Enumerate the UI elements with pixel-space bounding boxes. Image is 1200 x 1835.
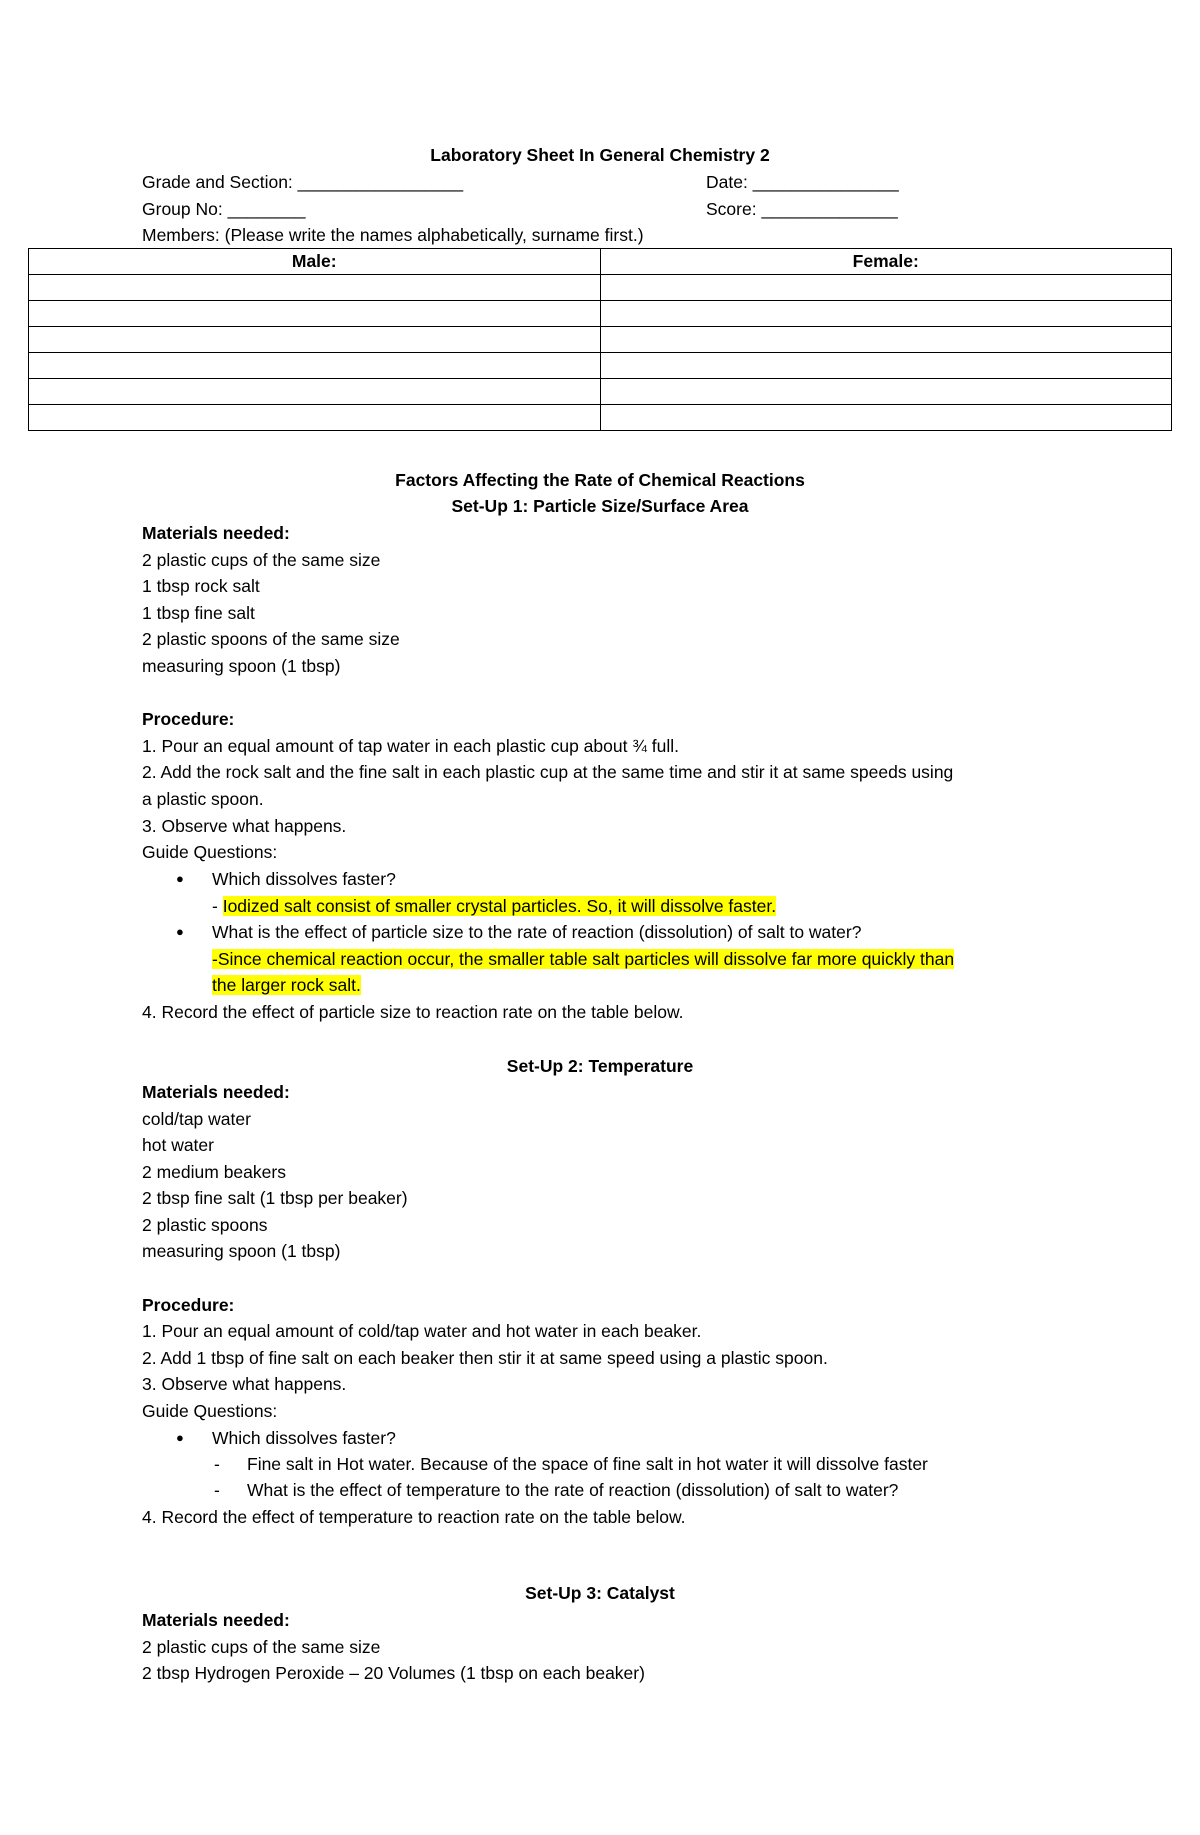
- procedure-step: 4. Record the effect of temperature to reaction rate on the table below.: [142, 1507, 686, 1527]
- female-cell: [600, 353, 1172, 379]
- female-cell: [600, 301, 1172, 327]
- list-item: 2 medium beakers: [142, 1162, 286, 1182]
- guide-questions-label: Guide Questions:: [142, 842, 278, 862]
- members-table: [28, 248, 1172, 431]
- procedure-step: 2. Add 1 tbsp of fine salt on each beaker then stir it at same speed using a plastic spoon.: [142, 1348, 828, 1368]
- male-cell: [29, 275, 601, 301]
- bullet-icon: ●: [176, 924, 184, 939]
- members-note: Members: (Please write the names alphabetically, surname first.): [142, 225, 644, 245]
- female-cell: [600, 327, 1172, 353]
- guide-answer: Fine salt in Hot water. Because of the space of fine salt in hot water it will dissolve faster: [247, 1454, 928, 1474]
- female-cell: [600, 275, 1172, 301]
- table-row: [29, 301, 1172, 327]
- group-no-field: Group No: ________: [142, 199, 306, 219]
- male-cell: [29, 379, 601, 405]
- procedure-step: 1. Pour an equal amount of cold/tap water and hot water in each beaker.: [142, 1321, 702, 1341]
- list-item: 2 plastic cups of the same size: [142, 1637, 381, 1657]
- list-item: hot water: [142, 1135, 214, 1155]
- table-row: [29, 405, 1172, 431]
- list-item: 1 tbsp fine salt: [142, 603, 255, 623]
- list-item: 2 tbsp fine salt (1 tbsp per beaker): [142, 1188, 408, 1208]
- table-row: [29, 353, 1172, 379]
- main-heading: Factors Affecting the Rate of Chemical Reactions: [395, 470, 805, 490]
- setup3-title: Set-Up 3: Catalyst: [525, 1583, 675, 1603]
- list-item: 2 tbsp Hydrogen Peroxide – 20 Volumes (1 tbsp on each beaker): [142, 1663, 645, 1683]
- guide-questions-label: Guide Questions:: [142, 1401, 278, 1421]
- guide-question: What is the effect of temperature to the rate of reaction (dissolution) of salt to water?: [247, 1480, 899, 1500]
- list-item: 1 tbsp rock salt: [142, 576, 260, 596]
- female-cell: [600, 405, 1172, 431]
- list-item: measuring spoon (1 tbsp): [142, 1241, 341, 1261]
- highlighted-answer: Iodized salt consist of smaller crystal particles. So, it will dissolve faster.: [222, 896, 777, 916]
- table-row: [29, 327, 1172, 353]
- setup2-procedure-label: Procedure:: [142, 1295, 235, 1315]
- dash-bullet: -: [214, 1454, 220, 1474]
- highlighted-answer: the larger rock salt.: [212, 975, 361, 995]
- procedure-step: 1. Pour an equal amount of tap water in each plastic cup about ¾ full.: [142, 736, 680, 756]
- dash-bullet: -: [214, 1480, 220, 1500]
- answer-dash: -: [212, 896, 223, 916]
- female-cell: [600, 379, 1172, 405]
- male-cell: [29, 301, 601, 327]
- table-row: [29, 275, 1172, 301]
- procedure-step: 2. Add the rock salt and the fine salt in each plastic cup at the same time and stir it at same speeds using: [142, 762, 954, 782]
- procedure-step-continued: a plastic spoon.: [142, 789, 264, 809]
- guide-answer: [212, 946, 954, 972]
- bullet-icon: ●: [176, 1430, 184, 1445]
- male-cell: [29, 405, 601, 431]
- setup1-materials-label: Materials needed:: [142, 523, 290, 543]
- highlighted-answer: -Since chemical reaction occur, the smaller table salt particles will dissolve far more quickly than: [212, 949, 955, 969]
- guide-answer: [212, 972, 361, 998]
- list-item: 2 plastic spoons of the same size: [142, 629, 400, 649]
- setup2-materials-label: Materials needed:: [142, 1082, 290, 1102]
- procedure-step: 3. Observe what happens.: [142, 1374, 347, 1394]
- list-item: 2 plastic cups of the same size: [142, 550, 381, 570]
- setup1-procedure-label: Procedure:: [142, 709, 235, 729]
- table-header-row: [29, 249, 1172, 275]
- guide-question: What is the effect of particle size to the rate of reaction (dissolution) of salt to water?: [212, 922, 862, 942]
- guide-question: Which dissolves faster?: [212, 869, 396, 889]
- female-header: Female:: [600, 249, 1172, 275]
- male-cell: [29, 327, 601, 353]
- grade-section-field: Grade and Section: _________________: [142, 172, 464, 192]
- list-item: measuring spoon (1 tbsp): [142, 656, 341, 676]
- setup3-materials-label: Materials needed:: [142, 1610, 290, 1630]
- guide-answer: [212, 893, 776, 919]
- procedure-step: 3. Observe what happens.: [142, 816, 347, 836]
- list-item: 2 plastic spoons: [142, 1215, 268, 1235]
- date-field: Date: _______________: [706, 172, 899, 192]
- male-header: Male:: [29, 249, 601, 275]
- list-item: cold/tap water: [142, 1109, 251, 1129]
- setup1-title: Set-Up 1: Particle Size/Surface Area: [451, 496, 749, 516]
- score-field: Score: ______________: [706, 199, 898, 219]
- document-title: Laboratory Sheet In General Chemistry 2: [430, 145, 770, 165]
- male-cell: [29, 353, 601, 379]
- setup2-title: Set-Up 2: Temperature: [506, 1056, 694, 1076]
- table-row: [29, 379, 1172, 405]
- guide-question: Which dissolves faster?: [212, 1428, 396, 1448]
- procedure-step: 4. Record the effect of particle size to reaction rate on the table below.: [142, 1002, 684, 1022]
- bullet-icon: ●: [176, 871, 184, 886]
